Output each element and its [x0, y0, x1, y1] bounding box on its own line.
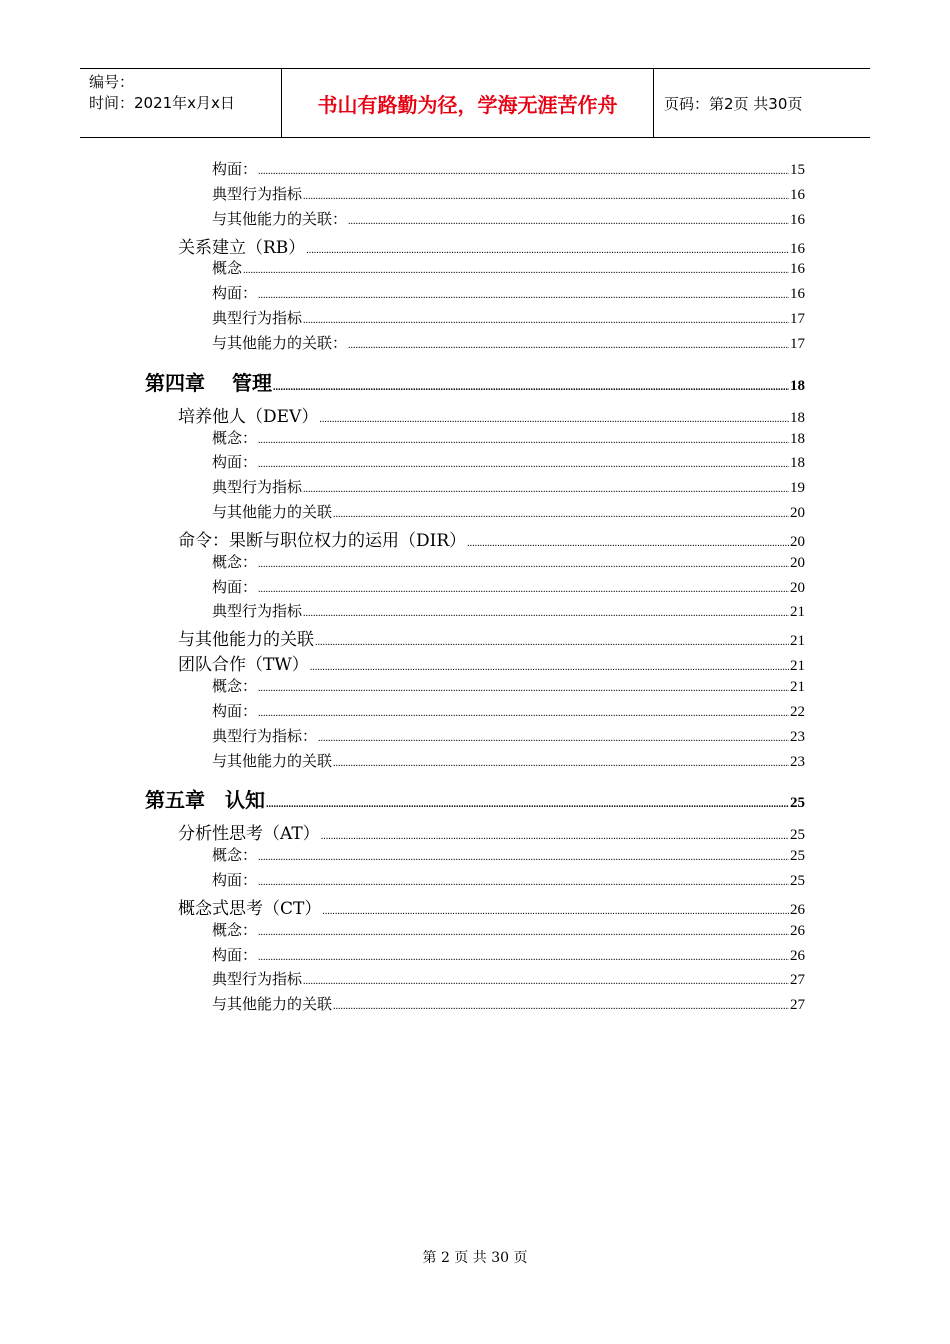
toc-entry-page: 18 [790, 455, 805, 472]
toc-entry[interactable] [212, 307, 805, 328]
toc-dot-leader [319, 414, 789, 425]
toc-entry-page: 21 [790, 658, 805, 675]
toc-entry-title: 概念： [212, 920, 258, 939]
toc-entry-page: 17 [790, 335, 805, 352]
toc-entry-title: 典型行为指标 [212, 602, 303, 621]
toc-entry[interactable] [212, 332, 805, 353]
toc-entry[interactable] [145, 784, 805, 813]
toc-dot-leader [273, 382, 789, 393]
toc-entry-title: 概念 [212, 259, 243, 278]
toc-entry[interactable] [212, 968, 805, 989]
toc-dot-leader [258, 290, 789, 301]
toc-entry-page: 26 [790, 901, 805, 918]
toc-dot-leader [303, 484, 789, 495]
toc-dot-leader [258, 584, 789, 595]
toc-entry-title: 构面： [212, 284, 258, 303]
toc-entry[interactable] [212, 869, 805, 890]
toc-entry-page: 20 [790, 554, 805, 571]
toc-dot-leader [258, 852, 789, 863]
toc-entry-title: 典型行为指标 [212, 970, 303, 989]
toc-dot-leader [258, 877, 789, 888]
toc-entry-page: 18 [790, 409, 805, 426]
toc-dot-leader [303, 976, 789, 987]
toc-entry-page: 25 [790, 848, 805, 865]
toc-entry-title: 典型行为指标： [212, 726, 318, 745]
toc-entry-page: 26 [790, 947, 805, 964]
toc-entry[interactable] [212, 208, 805, 229]
toc-entry[interactable] [212, 282, 805, 303]
toc-entry-page: 21 [790, 633, 805, 650]
toc-entry-title: 概念： [212, 552, 258, 571]
toc-dot-leader [243, 265, 789, 276]
toc-dot-leader [258, 952, 789, 963]
toc-entry-page: 18 [790, 430, 805, 447]
toc-entry-title: 与其他能力的关联 [178, 630, 314, 651]
toc-dot-leader [333, 509, 789, 520]
toc-dot-leader [303, 315, 789, 326]
toc-entry-page: 25 [790, 872, 805, 889]
toc-entry-page: 17 [790, 311, 805, 328]
toc-entry-page: 16 [790, 211, 805, 228]
toc-dot-leader [467, 538, 789, 549]
toc-entry-page: 16 [790, 240, 805, 257]
toc-entry-page: 16 [790, 261, 805, 278]
toc-entry-page: 20 [790, 505, 805, 522]
toc-entry-title: 与其他能力的关联： [212, 333, 348, 352]
toc-entry-title: 概念式思考（CT） [178, 898, 322, 919]
toc-entry-page: 27 [790, 997, 805, 1014]
toc-entry[interactable] [212, 675, 805, 696]
toc-entry[interactable] [212, 551, 805, 572]
toc-entry-page: 22 [790, 703, 805, 720]
toc-entry[interactable] [212, 750, 805, 771]
toc-dot-leader [258, 683, 789, 694]
toc-dot-leader [258, 166, 789, 177]
toc-entry-title: 构面： [212, 870, 258, 889]
toc-dot-leader [258, 435, 789, 446]
toc-entry[interactable] [212, 183, 805, 204]
toc-entry-page: 25 [790, 827, 805, 844]
header-date-label: 时间：2021年x月x日 [89, 94, 235, 112]
toc-entry[interactable] [212, 501, 805, 522]
header-number-label: 编号： [89, 73, 135, 91]
toc-entry-title: 分析性思考（AT） [178, 824, 320, 845]
toc-dot-leader [333, 1001, 789, 1012]
toc-entry-title: 构面： [212, 577, 258, 596]
toc-dot-leader [303, 191, 789, 202]
toc-entry[interactable] [178, 233, 805, 258]
toc-dot-leader [321, 831, 789, 842]
toc-entry-page: 19 [790, 480, 805, 497]
toc-entry[interactable] [178, 819, 805, 844]
toc-dot-leader [266, 799, 789, 810]
toc-entry-title: 典型行为指标 [212, 309, 303, 328]
toc-dot-leader [303, 608, 789, 619]
toc-entry-title: 概念： [212, 428, 258, 447]
toc-dot-leader [333, 758, 789, 769]
toc-entry[interactable] [212, 725, 805, 746]
toc-entry-title: 典型行为指标 [212, 184, 303, 203]
toc-entry-title: 与其他能力的关联 [212, 503, 333, 522]
header-motto-text: 书山有路勤为径，学海无涯苦作舟 [317, 92, 618, 117]
toc-entry[interactable] [212, 427, 805, 448]
toc-entry-title: 与其他能力的关联 [212, 751, 333, 770]
header-page-info-text: 页码：第2页 共30页 [664, 94, 803, 113]
toc-dot-leader [348, 216, 789, 227]
toc-entry[interactable] [212, 158, 805, 179]
toc-entry-page: 26 [790, 922, 805, 939]
toc-entry[interactable] [178, 526, 805, 551]
toc-entry[interactable] [212, 257, 805, 278]
toc-entry-title: 第五章 认知 [145, 788, 265, 813]
toc-entry-page: 16 [790, 286, 805, 303]
page-footer [0, 1247, 950, 1267]
toc-entry[interactable] [212, 700, 805, 721]
toc-entry-title: 命令：果断与职位权力的运用（DIR） [178, 530, 467, 551]
toc-entry-page: 25 [790, 795, 805, 812]
toc-entry[interactable] [212, 576, 805, 597]
toc-dot-leader [258, 927, 789, 938]
toc-entry-title: 构面： [212, 160, 258, 178]
toc-entry-title: 与其他能力的关联 [212, 995, 333, 1014]
toc-dot-leader [348, 340, 789, 351]
toc-entry[interactable] [178, 402, 805, 427]
toc-entry-title: 第四章 管理 [145, 370, 272, 395]
toc-entry-page: 21 [790, 679, 805, 695]
toc-entry-page: 16 [790, 186, 805, 203]
toc-dot-leader [318, 733, 789, 744]
toc-entry-page: 18 [790, 377, 805, 394]
toc-entry-title: 概念： [212, 677, 258, 695]
toc-entry-title: 典型行为指标 [212, 478, 303, 497]
toc-entry-title: 概念： [212, 846, 258, 865]
toc-entry-page: 27 [790, 972, 805, 989]
toc-entry-page: 21 [790, 604, 805, 621]
toc-entry[interactable] [212, 919, 805, 940]
toc-entry[interactable] [212, 476, 805, 497]
toc-entry-title: 培养他人（DEV） [178, 406, 319, 427]
toc-dot-leader [322, 906, 789, 917]
toc-entry-title: 构面： [212, 945, 258, 964]
toc-entry[interactable] [178, 650, 805, 675]
toc-dot-leader [258, 708, 789, 719]
toc-entry-title: 与其他能力的关联： [212, 209, 348, 228]
toc-entry[interactable] [212, 600, 805, 621]
toc-entry[interactable] [212, 944, 805, 965]
toc-dot-leader [258, 559, 789, 570]
toc-dot-leader [258, 459, 789, 470]
toc-entry[interactable] [212, 844, 805, 865]
toc-entry-title: 团队合作（TW） [178, 655, 309, 676]
toc-entry[interactable] [212, 451, 805, 472]
toc-entry-page: 23 [790, 753, 805, 770]
footer-page-number: 第 2 页 共 30 页 [422, 1250, 528, 1266]
toc-entry[interactable] [145, 367, 805, 396]
toc-entry-title: 关系建立（RB） [178, 237, 306, 258]
toc-dot-leader [310, 662, 789, 673]
toc-entry-page: 20 [790, 533, 805, 550]
toc-entry-title: 构面： [212, 453, 258, 472]
toc-entry[interactable] [212, 993, 805, 1014]
toc-entry[interactable] [178, 894, 805, 919]
toc-dot-leader [315, 637, 789, 648]
toc-entry-page: 20 [790, 579, 805, 596]
toc-entry-title: 构面： [212, 701, 258, 720]
toc-entry-page: 15 [790, 162, 805, 178]
toc-entry[interactable] [178, 625, 805, 650]
toc-dot-leader [306, 245, 789, 256]
toc-entry-page: 23 [790, 728, 805, 745]
